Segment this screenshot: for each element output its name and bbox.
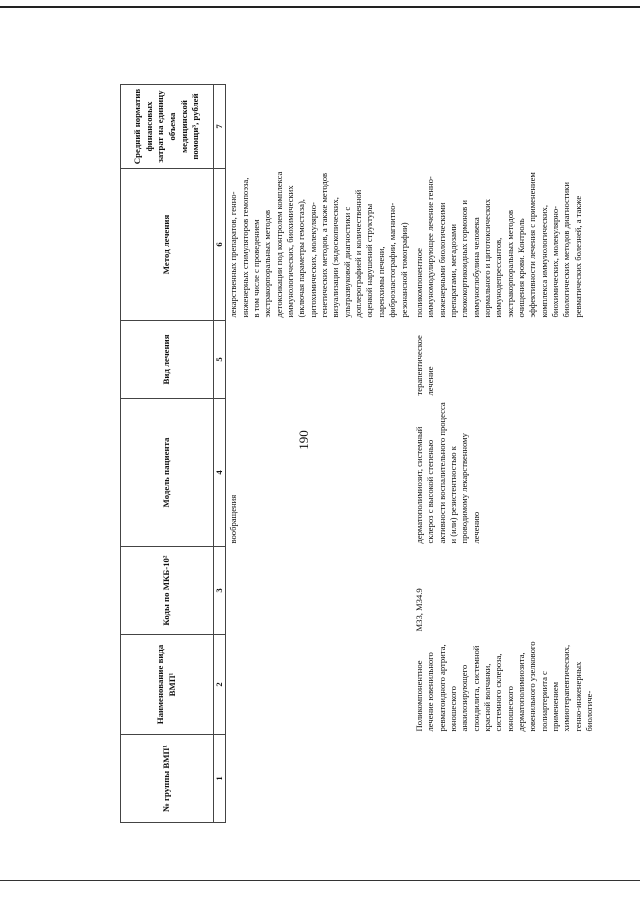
cell-icd-codes [226,547,412,635]
cell-vmp-name: Поликомпонентное лечение ювенильного ревматоидного артрита, юношеского анкилозирующего спондилита, системной красной волчанки, системного склероза, юношеского дерматополимиозита, ювенильного узелкового полиартериита с применением химиотерапевтических, генно-инженерных биологиче- [413,641,594,732]
rotated-page [120,65,594,845]
column-number: 7 [214,85,226,169]
column-number: 1 [214,735,226,823]
header-patient-model: Модель пациента [121,399,214,547]
header-cost-norm: Средний норматив финансовых затрат на единицу объема медицинской помощи³, рублей [121,85,214,169]
cell-treatment-type: терапевтическое лечение [413,335,436,396]
column-number-row [214,85,226,823]
cell-group-number [226,735,412,823]
table-row [226,85,412,823]
header-treatment-method: Метод лечения [121,169,214,321]
header-group-number: № группы ВМП¹ [121,735,214,823]
column-number: 5 [214,321,226,399]
header-row [121,85,214,823]
cell-treatment-method: поликомпонентное иммуномодулирующее лечение генно-инженерными биологическими препаратами, мегадозами глюкокортикоидных гормонов и иммуноглобулина человека нормального и цитотоксических иммунодепрессантов, экстракорпоральных методов очищения крови. Контроль эффективности лечения с применением комплекса иммунологических, биохимических, молекулярно-биологических методов диагностики ревматических болезней, а также [413,172,583,318]
vmp-table [120,84,597,823]
table-row [412,85,598,823]
rotated-page-frame [120,65,594,845]
cell-cost-norm [226,85,412,169]
header-icd-codes: Коды по МКБ-10² [121,547,214,635]
column-number: 6 [214,169,226,321]
cell-treatment-method: лекарственных препаратов, генно-инженерных стимуляторов гемопоэза, в том числе с проведением экстракорпоральных методов детоксикации под контролем комплекса иммунологических, биохимических (включая параметры гемостаза), цитохимических, молекулярно-генетических методов, а также методов визуализации (эндоскопических, ультразвуковой диагностики с доплерографией и количественной оценкой нарушений структуры паренхимы печени, фиброэластографии, магнитно-резонансной томографии) [228,171,409,318]
cell-vmp-name [226,635,412,735]
header-treatment-type: Вид лечения [121,321,214,399]
cell-cost-norm [412,85,598,169]
top-rule [0,6,640,8]
cell-treatment-type [226,321,412,399]
cell-icd-codes: M33, M34.9 [413,588,424,632]
header-vmp-name: Наименование вида ВМП¹ [121,635,214,735]
page-number-text: 190 [296,430,311,450]
column-number: 4 [214,399,226,547]
column-number: 3 [214,547,226,635]
column-number: 2 [214,635,226,735]
cell-patient-model: дерматополимиозит, системный склероз с высокой степенью активности воспалительного процесса и (или) резистентностью к проводимому лекарственному лечению [413,402,481,544]
cell-group-number [412,735,598,823]
bottom-rule [0,880,640,881]
cell-patient-model: вообращения [228,494,239,544]
